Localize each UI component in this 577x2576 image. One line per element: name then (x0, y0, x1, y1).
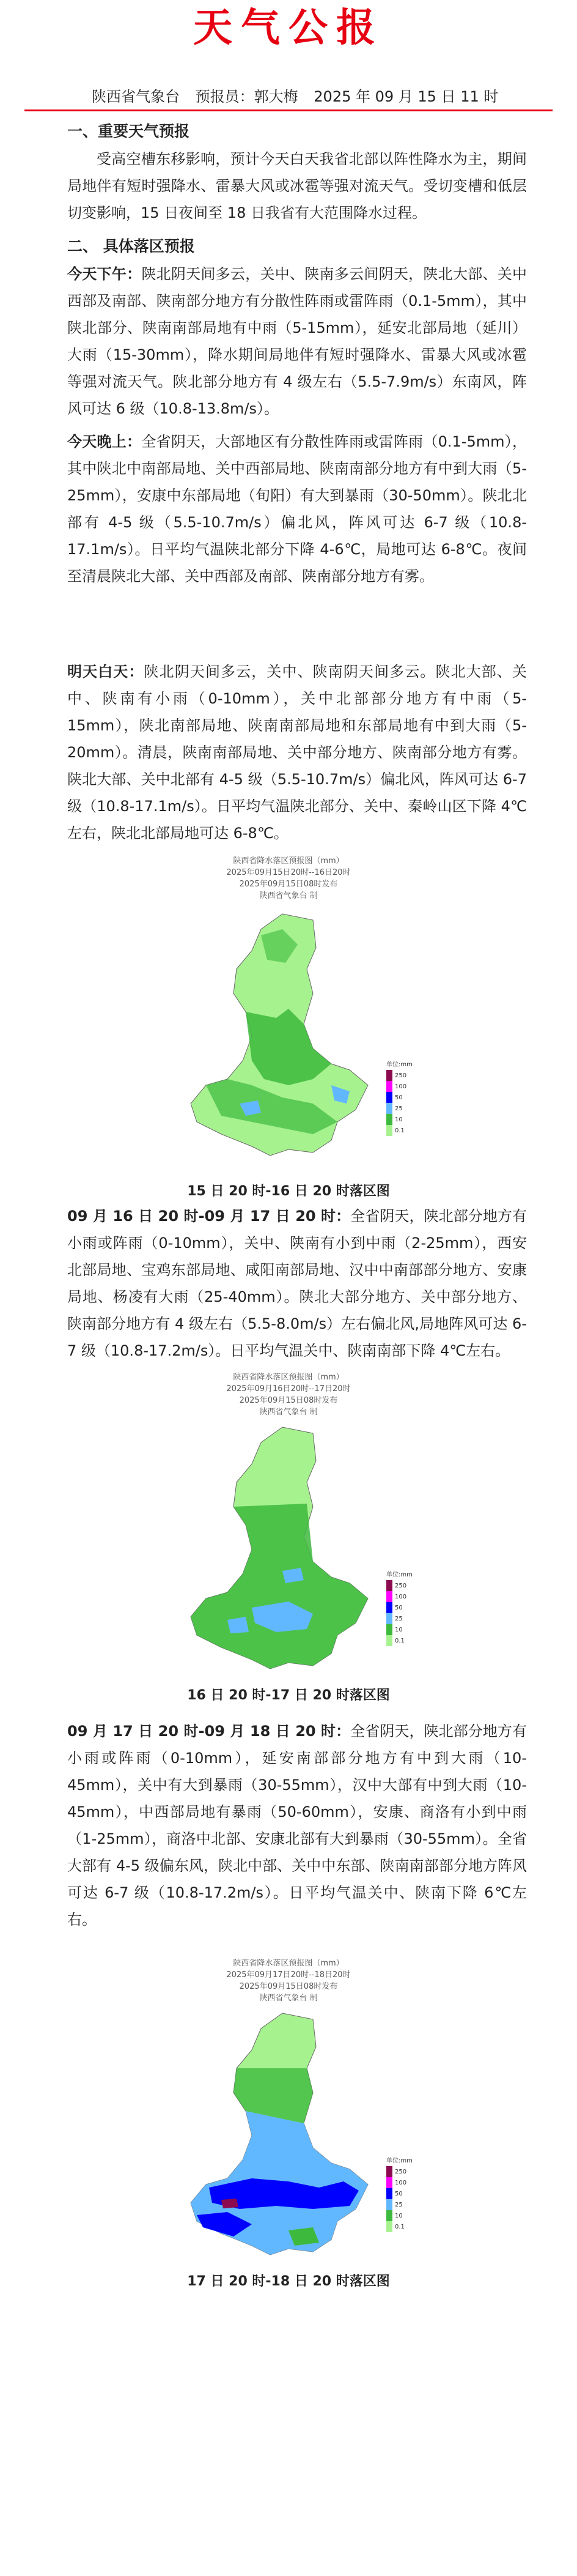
map3-issued: 2025年09月15日08时发布 (239, 1982, 338, 1991)
precip-map-3 (0, 1958, 577, 2293)
map2-caption: 16 日 20 时-17 日 20 时落区图 (187, 1688, 390, 1703)
legend-label: 25 (395, 1616, 403, 1622)
legend-label: 100 (395, 2180, 407, 2186)
map3-valid: 2025年09月17日20时--18日20时 (226, 1970, 351, 1980)
map1-legend (386, 1060, 413, 1136)
section2-heading: 二、 具体落区预报 (67, 237, 195, 255)
map1-valid: 2025年09月15日20时--16日20时 (226, 868, 351, 877)
map3-caption: 17 日 20 时-18 日 20 时落区图 (187, 2274, 390, 2289)
legend-label: 50 (395, 2191, 403, 2197)
section1-heading: 一、重要天气预报 (67, 122, 190, 140)
legend-label: 50 (395, 1094, 403, 1101)
legend-label: 250 (395, 2169, 407, 2175)
legend-title: 单位:mm (386, 1061, 413, 1068)
legend-label: 0.1 (395, 1127, 405, 1134)
header-meta (92, 84, 577, 106)
map2-legend (386, 1570, 413, 1646)
section1-body: 受高空槽东移影响，预计今天白天我省北部以阵性降水为主，期间局地伴有短时强降水、雷暴大风或冰雹等强对流天气。受切变槽和低层切变影响，15 日夜间至 18 日我省有大范围降水过程。 (67, 150, 527, 221)
period3-text: 全省阴天，陕北部分地方有小雨或阵雨（0-10mm），关中、陕南有小到中雨（2-25mm），西安北部局地、宝鸡东部局地、咸阳南部局地、汉中中南部部分地方、安康局地、杨凌有大雨（25-40mm）。陕北大部分地方、关中部分地方、陕南部分地方有 4 级左右（5.5-8.0m/s）左右偏北风,局地阵风可达 6-7 级（10.8-17.2m/s）。日平均气温关中、陕南南部下降 4℃左右。 (67, 1208, 527, 1359)
map1-maker: 陕西省气象台 制 (259, 891, 318, 900)
today-night-text: 全省阴天，大部地区有分散性阵雨或雷阵雨（0.1-5mm），其中陕北中南部局地、关中西部局地、陕南南部分地方有中到大雨（5-25mm），安康中东部局地（旬阳）有大到暴雨（30-50mm）。陕北北部有 4-5 级（5.5-10.7m/s）偏北风，阵风可达 6-7 级（10.8-17.1m/s）。日平均气温陕北部分下降 4-6℃，局地可达 6-8℃。夜间至清晨陕北大部、关中西部及南部、陕南部分地方有雾。 (67, 433, 527, 585)
agency-name: 陕西省气象台 (92, 88, 180, 105)
legend-label: 50 (395, 1605, 403, 1611)
precip-map-2 (0, 1372, 577, 1707)
map3-legend (386, 2156, 413, 2232)
map3-figure (130, 2004, 447, 2267)
legend-label: 25 (395, 1105, 403, 1112)
map1-caption: 15 日 20 时-16 日 20 时落区图 (187, 1184, 390, 1199)
map3-shaanxi-shape (191, 2013, 368, 2255)
period4-paragraph (67, 1718, 527, 1933)
legend-label: 0.1 (395, 1638, 405, 1644)
legend-label: 10 (395, 2213, 403, 2219)
precip-map-1 (0, 855, 577, 1203)
map1-shaanxi-shape (191, 914, 368, 1156)
spacer (67, 590, 527, 658)
legend-title: 单位:mm (386, 2158, 413, 2164)
map2-title: 陕西省降水落区预报图（mm） (233, 1373, 344, 1382)
bulletin-content-2 (0, 1203, 577, 1364)
period3-paragraph (67, 1203, 527, 1364)
today-night-label: 今天晚上： (67, 433, 142, 450)
map2-figure (130, 1418, 447, 1681)
map1-figure (130, 902, 447, 1177)
legend-label: 10 (395, 1116, 403, 1123)
map2-valid: 2025年09月16日20时--17日20时 (226, 1384, 351, 1394)
period4-text: 全省阴天，陕北部分地方有小雨或阵雨（0-10mm），延安南部部分地方有中到大雨（10-45mm），关中有大到暴雨（30-55mm），汉中大部有中到大雨（10-45mm），中西部局地有暴雨（50-60mm），安康、商洛有小到中雨（1-25mm），商洛中北部、安康北部有大到暴雨（30-55mm）。全省大部有 4-5 级偏东风，陕北中部、关中中东部、陕南南部部分地方阵风可达 6-7 级（10.8-17.2m/s）。日平均气温关中、陕南下降 6℃左右。 (67, 1723, 527, 1928)
red-divider (24, 109, 553, 111)
legend-label: 250 (395, 1583, 407, 1589)
today-day-paragraph (67, 261, 527, 422)
bulletin-content-3 (0, 1718, 577, 1933)
tomorrow-label: 明天白天： (67, 663, 144, 680)
today-day-label: 今天下午： (67, 265, 142, 283)
today-night-paragraph (67, 428, 527, 590)
issue-datetime: 2025 年 09 月 15 日 11 时 (314, 88, 499, 105)
forecaster-name: 预报员：郭大梅 (195, 88, 298, 105)
map2-issued: 2025年09月15日08时发布 (239, 1396, 338, 1405)
map2-maker: 陕西省气象台 制 (259, 1408, 318, 1417)
legend-label: 100 (395, 1594, 407, 1600)
bulletin-content (0, 117, 577, 847)
legend-label: 0.1 (395, 2224, 405, 2230)
tomorrow-text: 陕北阴天间多云，关中、陕南阴天间多云。陕北大部、关中、陕南有小雨（0-10mm），关中北部部分地方有中雨（5-15mm），陕北南部局地、陕南南部局地和东部局地有中到大雨（5-20mm）。清晨，陕南南部局地、关中部分地方、陕南部分地方有雾。陕北大部、关中北部有 4-5 级（5.5-10.7m/s）偏北风，阵风可达 6-7 级（10.8-17.1m/s）。日平均气温陕北部分、关中、秦岭山区下降 4℃左右，陕北北部局地可达 6-8℃。 (67, 663, 527, 842)
legend-label: 10 (395, 1627, 403, 1633)
map3-title: 陕西省降水落区预报图（mm） (233, 1959, 344, 1968)
tomorrow-paragraph (67, 658, 527, 847)
legend-label: 25 (395, 2202, 403, 2208)
legend-label: 250 (395, 1072, 407, 1079)
map1-title: 陕西省降水落区预报图（mm） (233, 856, 344, 866)
period3-label: 09 月 16 日 20 时-09 月 17 日 20 时： (67, 1208, 351, 1225)
legend-label: 100 (395, 1083, 407, 1090)
map3-maker: 陕西省气象台 制 (259, 1994, 318, 2003)
today-day-text: 陕北阴天间多云，关中、陕南多云间阴天，陕北大部、关中西部及南部、陕南部分地方有分散性阵雨或雷阵雨（0.1-5mm），其中陕北部分、陕南南部局地有中雨（5-15mm），延安北部局地（延川）大雨（15-30mm），降水期间局地伴有短时强降水、雷暴大风或冰雹等强对流天气。陕北部分地方有 4 级左右（5.5-7.9m/s）东南风，阵风可达 6 级（10.8-13.8m/s）。 (67, 265, 527, 417)
map2-shaanxi-shape (191, 1427, 368, 1669)
masthead-title: 天气公报 (193, 5, 384, 51)
period4-label: 09 月 17 日 20 时-09 月 18 日 20 时： (67, 1723, 351, 1740)
map1-issued: 2025年09月15日08时发布 (239, 880, 338, 889)
legend-title: 单位:mm (386, 1572, 413, 1578)
